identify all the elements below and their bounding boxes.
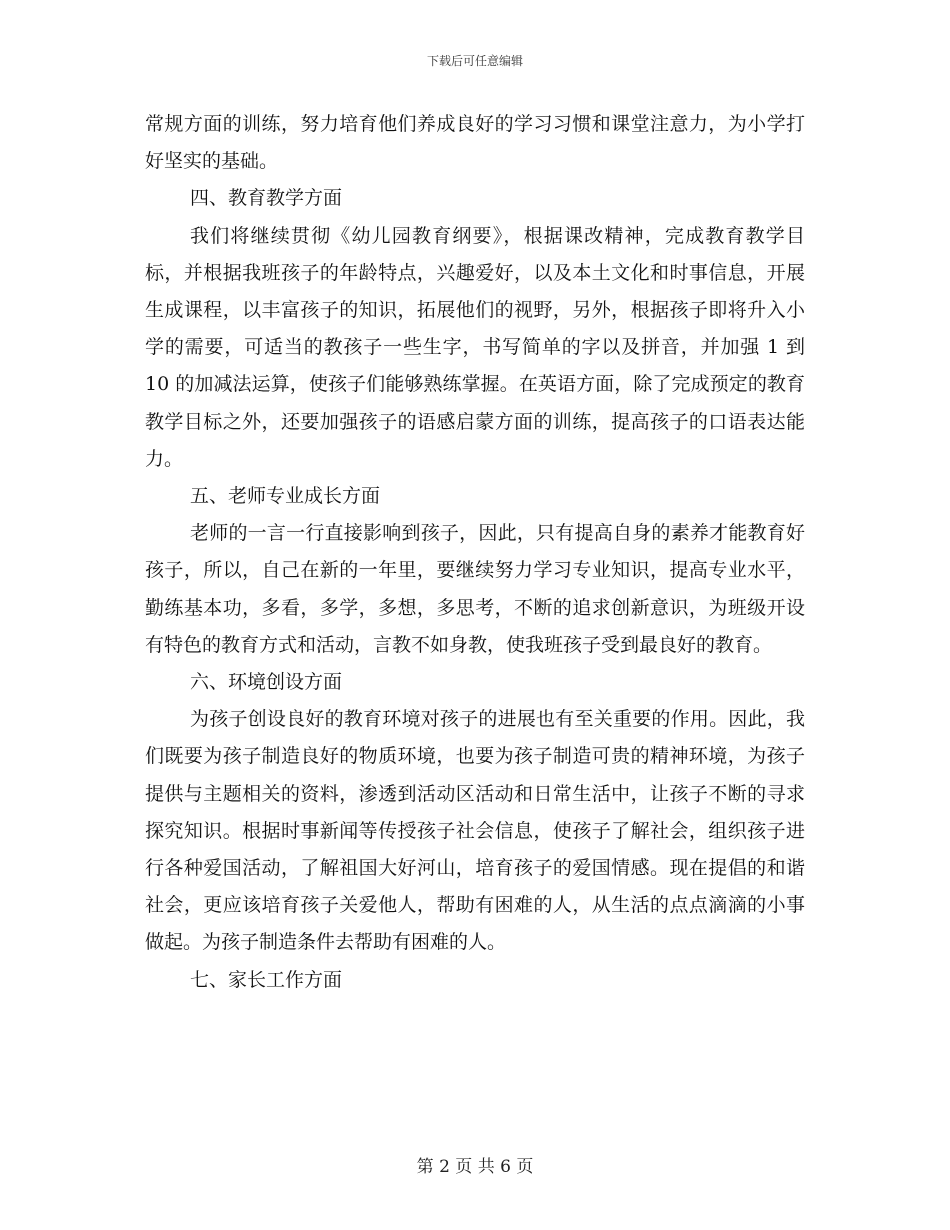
paragraph-teacher-growth: 老师的一言一行直接影响到孩子，因此，只有提高自身的素养才能教育好孩子，所以，自己在新的一年里，要继续努力学习专业知识，提高专业水平，勤练基本功，多看，多学，多想，多思考，不断的追求创新意识，为班级开设有特色的教育方式和活动，言教不如身教，使我班孩子受到最良好的教育。 xyxy=(145,522,805,656)
paragraph-continuation: 常规方面的训练，努力培育他们养成良好的学习习惯和课堂注意力，为小学打好坚实的基础。 xyxy=(145,113,805,173)
section-heading-teaching: 四、教育教学方面 xyxy=(190,187,343,210)
paragraph-environment: 为孩子创设良好的教育环境对孩子的进展也有至关重要的作用。因此，我们既要为孩子制造良好的物质环境，也要为孩子制造可贵的精神环境，为孩子提供与主题相关的资料，渗透到活动区活动和日常生活中，让孩子不断的寻求探究知识。根据时事新闻等传授孩子社会信息，使孩子了解社会，组织孩子进行各种爱国活动，了解祖国大好河山，培育孩子的爱国情感。现在提倡的和谐社会，更应该培育孩子关爱他人，帮助有困难的人，从生活的点点滴滴的小事做起。为孩子制造条件去帮助有困难的人。 xyxy=(145,708,805,954)
page-header: 下载后可任意编辑 xyxy=(426,54,523,68)
section-heading-parents: 七、家长工作方面 xyxy=(190,968,343,991)
section-heading-environment: 六、环境创设方面 xyxy=(190,671,343,694)
section-heading-teacher-growth: 五、老师专业成长方面 xyxy=(190,485,381,508)
document-body xyxy=(145,106,805,999)
page-footer: 第 2 页 共 6 页 xyxy=(416,1157,534,1177)
paragraph-teaching: 我们将继续贯彻《幼儿园教育纲要》，根据课改精神，完成教育教学目标，并根据我班孩子的年龄特点，兴趣爱好，以及本土文化和时事信息，开展生成课程，以丰富孩子的知识，拓展他们的视野，另外，根据孩子即将升入小学的需要，可适当的教孩子一些生字，书写简单的字以及拼音，并加强 1 到 10 的加减法运算，使孩子们能够熟练掌握。在英语方面，除了完成预定的教育教学目标之外，还要加强孩子的语感启蒙方面的训练，提高孩子的口语表达能力。 xyxy=(145,224,805,470)
